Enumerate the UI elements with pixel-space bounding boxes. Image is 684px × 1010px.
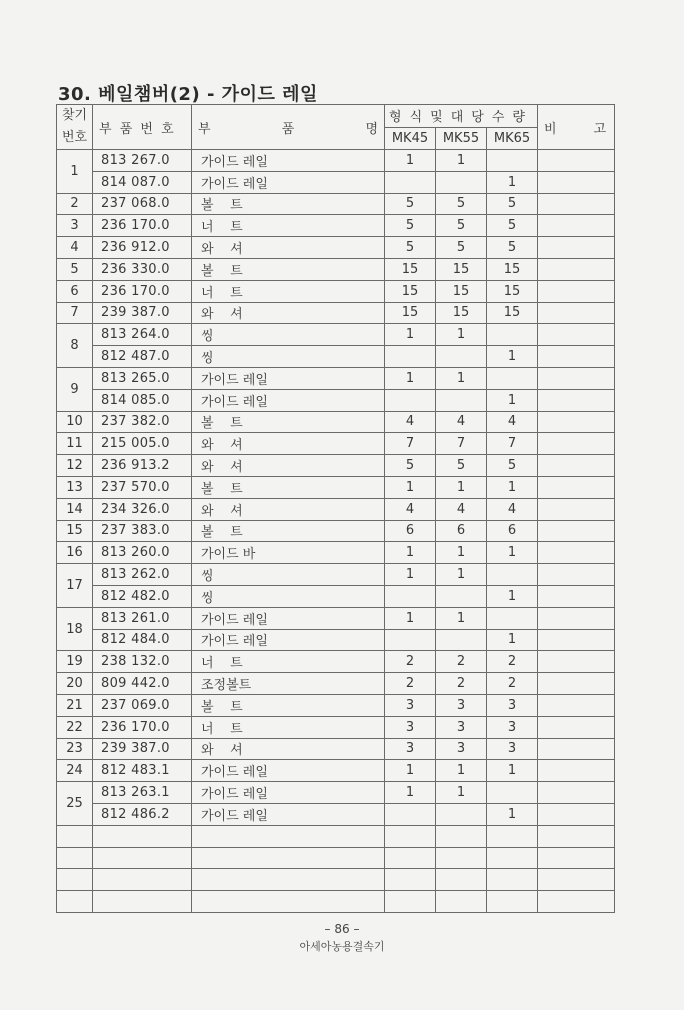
qty-mk45-cell: 1 — [385, 564, 436, 586]
remark-cell — [538, 455, 615, 477]
remark-cell — [538, 694, 615, 716]
blank-cell — [436, 847, 487, 869]
table-row — [57, 193, 615, 215]
find-number-cell: 2 — [57, 193, 93, 215]
blank-cell — [385, 869, 436, 891]
find-number-cell: 14 — [57, 498, 93, 520]
qty-mk45-cell: 5 — [385, 237, 436, 259]
qty-mk45-cell: 1 — [385, 782, 436, 804]
find-number-cell: 13 — [57, 476, 93, 498]
blank-cell — [192, 891, 385, 913]
qty-mk65-cell — [487, 782, 538, 804]
remark-cell — [538, 498, 615, 520]
remark-cell — [538, 782, 615, 804]
blank-row — [57, 891, 615, 913]
table-row — [57, 564, 615, 586]
remark-cell — [538, 629, 615, 651]
table-row — [57, 803, 615, 825]
qty-mk45-cell — [385, 346, 436, 368]
qty-mk55-cell — [436, 346, 487, 368]
qty-mk55-cell: 1 — [436, 542, 487, 564]
blank-cell — [385, 825, 436, 847]
find-number-cell: 18 — [57, 607, 93, 651]
part-number-cell: 813 260.0 — [93, 542, 192, 564]
table-row — [57, 476, 615, 498]
qty-mk55-cell — [436, 585, 487, 607]
header-remark-right: 고 — [593, 121, 607, 137]
find-number-cell: 7 — [57, 302, 93, 324]
part-number-cell: 812 486.2 — [93, 803, 192, 825]
blank-cell — [93, 891, 192, 913]
blank-row — [57, 869, 615, 891]
part-number-cell: 812 482.0 — [93, 585, 192, 607]
table-row — [57, 258, 615, 280]
blank-cell — [385, 891, 436, 913]
header-part-name-right: 명 — [365, 121, 378, 137]
table-row — [57, 150, 615, 172]
header-part-name-left: 부 — [198, 121, 211, 137]
find-number-cell: 16 — [57, 542, 93, 564]
qty-mk45-cell: 5 — [385, 455, 436, 477]
table-row — [57, 215, 615, 237]
part-name-cell: 너 트 — [192, 215, 385, 237]
header-model-mk45: MK45 — [385, 127, 436, 150]
blank-cell — [57, 869, 93, 891]
blank-cell — [487, 869, 538, 891]
header-part-no — [93, 105, 192, 150]
find-number-cell: 23 — [57, 738, 93, 760]
qty-mk45-cell: 5 — [385, 193, 436, 215]
remark-cell — [538, 542, 615, 564]
qty-mk55-cell: 1 — [436, 760, 487, 782]
qty-mk45-cell: 3 — [385, 694, 436, 716]
qty-mk45-cell — [385, 803, 436, 825]
table-row — [57, 520, 615, 542]
qty-mk45-cell: 1 — [385, 324, 436, 346]
blank-cell — [487, 891, 538, 913]
qty-mk65-cell: 1 — [487, 585, 538, 607]
remark-cell — [538, 564, 615, 586]
part-name-cell: 너 트 — [192, 716, 385, 738]
qty-mk55-cell: 4 — [436, 411, 487, 433]
part-number-cell: 809 442.0 — [93, 673, 192, 695]
qty-mk55-cell: 5 — [436, 215, 487, 237]
part-number-cell: 814 087.0 — [93, 171, 192, 193]
remark-cell — [538, 651, 615, 673]
part-name-cell: 볼 트 — [192, 694, 385, 716]
part-name-cell: 볼 트 — [192, 476, 385, 498]
part-name-cell: 가이드 레일 — [192, 171, 385, 193]
qty-mk45-cell: 3 — [385, 716, 436, 738]
qty-mk45-cell: 7 — [385, 433, 436, 455]
part-name-cell: 너 트 — [192, 651, 385, 673]
blank-cell — [192, 847, 385, 869]
remark-cell — [538, 433, 615, 455]
find-number-cell: 5 — [57, 258, 93, 280]
header-qty-group-label: 형식및대당수량 — [389, 110, 533, 126]
blank-row — [57, 847, 615, 869]
remark-cell — [538, 803, 615, 825]
qty-mk55-cell — [436, 171, 487, 193]
page-number: – 86 – — [324, 922, 360, 936]
part-name-cell: 와 셔 — [192, 498, 385, 520]
parts-table-body — [57, 150, 615, 913]
qty-mk55-cell: 3 — [436, 694, 487, 716]
parts-table — [56, 104, 615, 913]
remark-cell — [538, 171, 615, 193]
part-number-cell: 814 085.0 — [93, 389, 192, 411]
qty-mk55-cell — [436, 629, 487, 651]
part-name-cell: 가이드 레일 — [192, 607, 385, 629]
table-row — [57, 171, 615, 193]
part-number-cell: 234 326.0 — [93, 498, 192, 520]
part-name-cell: 와 셔 — [192, 237, 385, 259]
blank-cell — [192, 869, 385, 891]
part-name-cell: 가이드 레일 — [192, 782, 385, 804]
qty-mk65-cell: 5 — [487, 237, 538, 259]
qty-mk55-cell: 2 — [436, 651, 487, 673]
remark-cell — [538, 520, 615, 542]
qty-mk65-cell — [487, 367, 538, 389]
table-row — [57, 389, 615, 411]
part-number-cell: 813 262.0 — [93, 564, 192, 586]
part-number-cell: 237 570.0 — [93, 476, 192, 498]
qty-mk45-cell: 1 — [385, 607, 436, 629]
blank-cell — [57, 825, 93, 847]
qty-mk65-cell: 15 — [487, 302, 538, 324]
part-number-cell: 813 265.0 — [93, 367, 192, 389]
part-name-cell: 와 셔 — [192, 738, 385, 760]
qty-mk65-cell: 1 — [487, 171, 538, 193]
table-row — [57, 280, 615, 302]
qty-mk65-cell: 7 — [487, 433, 538, 455]
qty-mk45-cell — [385, 585, 436, 607]
find-number-cell: 11 — [57, 433, 93, 455]
header-find-no — [57, 105, 93, 150]
part-number-cell: 812 487.0 — [93, 346, 192, 368]
qty-mk65-cell: 5 — [487, 193, 538, 215]
table-row — [57, 367, 615, 389]
remark-cell — [538, 389, 615, 411]
header-find-no-line1: 찾기 — [61, 108, 88, 123]
qty-mk55-cell: 15 — [436, 302, 487, 324]
remark-cell — [538, 738, 615, 760]
remark-cell — [538, 193, 615, 215]
header-part-name-mid: 품 — [281, 121, 295, 137]
qty-mk65-cell: 1 — [487, 476, 538, 498]
blank-cell — [538, 891, 615, 913]
qty-mk65-cell: 4 — [487, 498, 538, 520]
qty-mk65-cell: 3 — [487, 738, 538, 760]
part-number-cell: 236 913.2 — [93, 455, 192, 477]
qty-mk65-cell: 2 — [487, 673, 538, 695]
qty-mk45-cell: 1 — [385, 476, 436, 498]
part-name-cell: 너 트 — [192, 280, 385, 302]
qty-mk65-cell — [487, 324, 538, 346]
remark-cell — [538, 258, 615, 280]
qty-mk55-cell: 1 — [436, 150, 487, 172]
part-name-cell: 볼 트 — [192, 258, 385, 280]
qty-mk55-cell: 1 — [436, 324, 487, 346]
table-row — [57, 760, 615, 782]
qty-mk45-cell: 4 — [385, 411, 436, 433]
part-name-cell: 볼 트 — [192, 520, 385, 542]
part-name-cell: 씽 — [192, 585, 385, 607]
table-row — [57, 585, 615, 607]
find-number-cell: 3 — [57, 215, 93, 237]
qty-mk55-cell: 3 — [436, 738, 487, 760]
find-number-cell: 24 — [57, 760, 93, 782]
table-row — [57, 455, 615, 477]
find-number-cell: 17 — [57, 564, 93, 608]
qty-mk45-cell: 6 — [385, 520, 436, 542]
find-number-cell: 19 — [57, 651, 93, 673]
remark-cell — [538, 673, 615, 695]
blank-cell — [57, 891, 93, 913]
qty-mk55-cell: 5 — [436, 237, 487, 259]
part-number-cell: 239 387.0 — [93, 738, 192, 760]
table-row — [57, 302, 615, 324]
table-row — [57, 346, 615, 368]
header-model-mk55: MK55 — [436, 127, 487, 150]
qty-mk45-cell: 3 — [385, 738, 436, 760]
part-number-cell: 813 267.0 — [93, 150, 192, 172]
blank-cell — [192, 825, 385, 847]
qty-mk55-cell: 5 — [436, 193, 487, 215]
qty-mk65-cell: 4 — [487, 411, 538, 433]
blank-cell — [93, 869, 192, 891]
qty-mk55-cell: 4 — [436, 498, 487, 520]
table-row — [57, 716, 615, 738]
blank-cell — [436, 891, 487, 913]
blank-row — [57, 825, 615, 847]
find-number-cell: 12 — [57, 455, 93, 477]
remark-cell — [538, 760, 615, 782]
part-name-cell: 씽 — [192, 346, 385, 368]
qty-mk65-cell — [487, 607, 538, 629]
part-number-cell: 236 330.0 — [93, 258, 192, 280]
qty-mk65-cell: 1 — [487, 389, 538, 411]
part-name-cell: 조정볼트 — [192, 673, 385, 695]
blank-cell — [538, 825, 615, 847]
qty-mk55-cell: 1 — [436, 782, 487, 804]
part-number-cell: 812 484.0 — [93, 629, 192, 651]
qty-mk65-cell: 5 — [487, 215, 538, 237]
remark-cell — [538, 346, 615, 368]
qty-mk45-cell: 15 — [385, 280, 436, 302]
blank-cell — [436, 869, 487, 891]
find-number-cell: 25 — [57, 782, 93, 826]
qty-mk65-cell: 3 — [487, 716, 538, 738]
qty-mk55-cell: 6 — [436, 520, 487, 542]
page-title: 30. 베일챔버(2) - 가이드 레일 — [58, 84, 318, 105]
qty-mk65-cell: 1 — [487, 346, 538, 368]
find-number-cell: 21 — [57, 694, 93, 716]
blank-cell — [487, 825, 538, 847]
remark-cell — [538, 150, 615, 172]
table-row — [57, 324, 615, 346]
part-number-cell: 813 263.1 — [93, 782, 192, 804]
part-number-cell: 812 483.1 — [93, 760, 192, 782]
part-number-cell: 215 005.0 — [93, 433, 192, 455]
qty-mk65-cell: 5 — [487, 455, 538, 477]
qty-mk45-cell: 1 — [385, 542, 436, 564]
qty-mk65-cell — [487, 150, 538, 172]
qty-mk45-cell: 5 — [385, 215, 436, 237]
table-row — [57, 237, 615, 259]
qty-mk55-cell: 1 — [436, 367, 487, 389]
part-name-cell: 가이드 레일 — [192, 367, 385, 389]
remark-cell — [538, 324, 615, 346]
table-row — [57, 498, 615, 520]
part-number-cell: 236 170.0 — [93, 716, 192, 738]
qty-mk65-cell: 1 — [487, 803, 538, 825]
blank-cell — [538, 847, 615, 869]
qty-mk55-cell: 5 — [436, 455, 487, 477]
table-row — [57, 542, 615, 564]
qty-mk55-cell: 2 — [436, 673, 487, 695]
find-number-cell: 20 — [57, 673, 93, 695]
header-part-no-label: 부 품 번 호 — [99, 121, 176, 137]
part-number-cell: 236 170.0 — [93, 280, 192, 302]
table-row — [57, 629, 615, 651]
find-number-cell: 4 — [57, 237, 93, 259]
qty-mk45-cell: 4 — [385, 498, 436, 520]
qty-mk65-cell: 3 — [487, 694, 538, 716]
remark-cell — [538, 476, 615, 498]
header-remark-left: 비 — [544, 121, 557, 137]
find-number-cell: 8 — [57, 324, 93, 368]
table-row — [57, 607, 615, 629]
qty-mk45-cell — [385, 171, 436, 193]
blank-cell — [487, 847, 538, 869]
table-row — [57, 673, 615, 695]
part-number-cell: 237 069.0 — [93, 694, 192, 716]
remark-cell — [538, 411, 615, 433]
blank-cell — [436, 825, 487, 847]
qty-mk45-cell: 1 — [385, 760, 436, 782]
find-number-cell: 15 — [57, 520, 93, 542]
find-number-cell: 1 — [57, 150, 93, 194]
footer-model-name: 아세아농용결속기 — [299, 940, 385, 953]
qty-mk55-cell: 15 — [436, 258, 487, 280]
qty-mk55-cell: 1 — [436, 476, 487, 498]
find-number-cell: 10 — [57, 411, 93, 433]
qty-mk65-cell: 1 — [487, 629, 538, 651]
find-number-cell: 22 — [57, 716, 93, 738]
qty-mk55-cell: 1 — [436, 607, 487, 629]
table-row — [57, 782, 615, 804]
qty-mk55-cell: 1 — [436, 564, 487, 586]
qty-mk55-cell — [436, 389, 487, 411]
blank-cell — [57, 847, 93, 869]
remark-cell — [538, 367, 615, 389]
table-row — [57, 433, 615, 455]
part-number-cell: 237 382.0 — [93, 411, 192, 433]
qty-mk65-cell: 1 — [487, 760, 538, 782]
remark-cell — [538, 302, 615, 324]
header-part-name — [192, 105, 385, 150]
blank-cell — [385, 847, 436, 869]
qty-mk65-cell: 2 — [487, 651, 538, 673]
remark-cell — [538, 237, 615, 259]
qty-mk45-cell: 2 — [385, 651, 436, 673]
part-name-cell: 와 셔 — [192, 433, 385, 455]
header-qty-group — [385, 105, 538, 128]
part-number-cell: 239 387.0 — [93, 302, 192, 324]
qty-mk45-cell: 15 — [385, 258, 436, 280]
part-name-cell: 가이드 레일 — [192, 760, 385, 782]
qty-mk45-cell: 2 — [385, 673, 436, 695]
part-number-cell: 813 261.0 — [93, 607, 192, 629]
qty-mk65-cell — [487, 564, 538, 586]
part-number-cell: 237 383.0 — [93, 520, 192, 542]
part-name-cell: 볼 트 — [192, 193, 385, 215]
qty-mk65-cell: 15 — [487, 280, 538, 302]
qty-mk45-cell — [385, 389, 436, 411]
remark-cell — [538, 280, 615, 302]
header-find-no-line2: 번호 — [61, 130, 88, 145]
part-name-cell: 씽 — [192, 324, 385, 346]
remark-cell — [538, 585, 615, 607]
qty-mk45-cell: 1 — [385, 367, 436, 389]
part-name-cell: 가이드 레일 — [192, 803, 385, 825]
header-remark — [538, 105, 615, 150]
remark-cell — [538, 716, 615, 738]
part-number-cell: 236 912.0 — [93, 237, 192, 259]
part-number-cell: 237 068.0 — [93, 193, 192, 215]
part-name-cell: 가이드 바 — [192, 542, 385, 564]
blank-cell — [93, 825, 192, 847]
qty-mk65-cell: 15 — [487, 258, 538, 280]
table-row — [57, 738, 615, 760]
table-row — [57, 411, 615, 433]
part-number-cell: 813 264.0 — [93, 324, 192, 346]
qty-mk45-cell — [385, 629, 436, 651]
header-model-mk65: MK65 — [487, 127, 538, 150]
qty-mk55-cell: 15 — [436, 280, 487, 302]
part-name-cell: 가이드 레일 — [192, 389, 385, 411]
qty-mk55-cell — [436, 803, 487, 825]
remark-cell — [538, 215, 615, 237]
qty-mk45-cell: 15 — [385, 302, 436, 324]
qty-mk65-cell: 1 — [487, 542, 538, 564]
part-name-cell: 와 셔 — [192, 455, 385, 477]
part-name-cell: 가이드 레일 — [192, 629, 385, 651]
table-row — [57, 694, 615, 716]
part-number-cell: 236 170.0 — [93, 215, 192, 237]
blank-cell — [93, 847, 192, 869]
find-number-cell: 6 — [57, 280, 93, 302]
blank-cell — [538, 869, 615, 891]
part-number-cell: 238 132.0 — [93, 651, 192, 673]
part-name-cell: 볼 트 — [192, 411, 385, 433]
part-name-cell: 와 셔 — [192, 302, 385, 324]
remark-cell — [538, 607, 615, 629]
part-name-cell: 가이드 레일 — [192, 150, 385, 172]
qty-mk45-cell: 1 — [385, 150, 436, 172]
part-name-cell: 씽 — [192, 564, 385, 586]
find-number-cell: 9 — [57, 367, 93, 411]
qty-mk55-cell: 3 — [436, 716, 487, 738]
qty-mk55-cell: 7 — [436, 433, 487, 455]
table-row — [57, 651, 615, 673]
qty-mk65-cell: 6 — [487, 520, 538, 542]
